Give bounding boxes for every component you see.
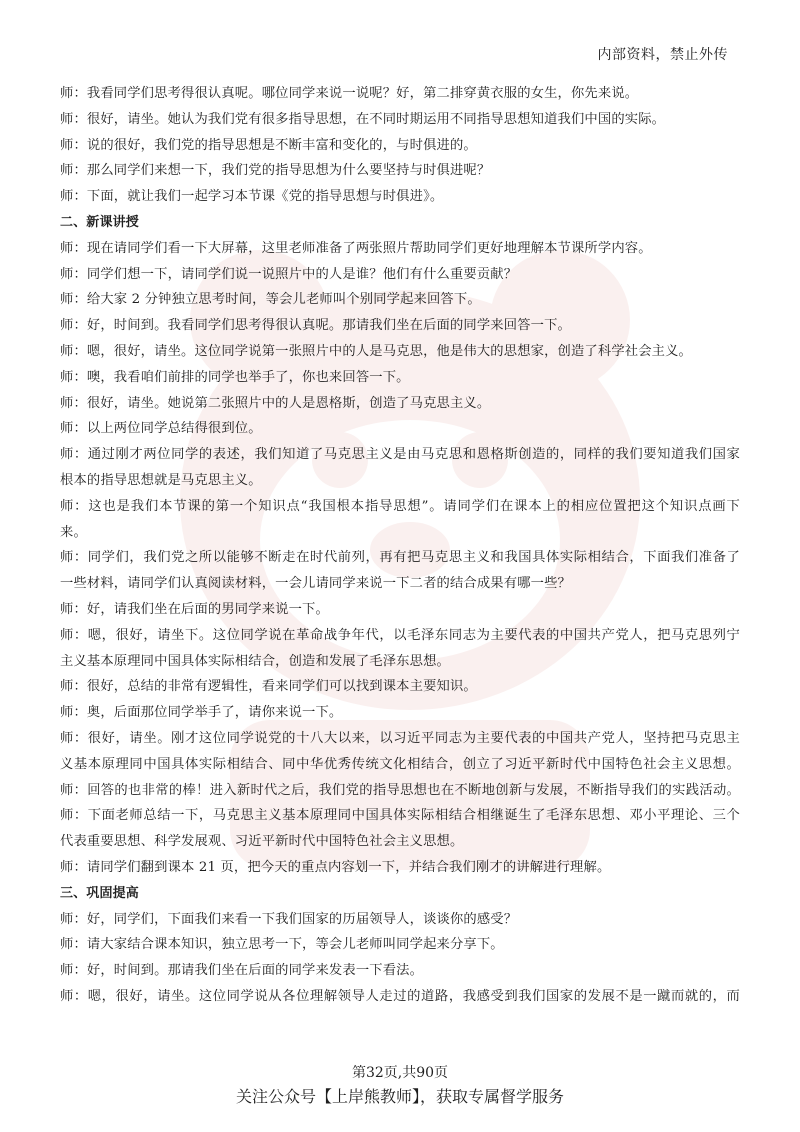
dialogue-line: 师：嗯，很好，请坐下。这位同学说在革命战争年代，以毛泽东同志为主要代表的中国共产党人，把马克思列宁 — [60, 627, 740, 643]
dialogue-line: 来。 — [60, 524, 87, 540]
dialogue-line: 师：我看同学们思考得很认真呢。哪位同学来说一说呢？好，第二排穿黄衣服的女生，你先来说。 — [60, 86, 639, 101]
dialogue-line: 师：请大家结合课本知识，独立思考一下，等会儿老师叫同学起来分享下。 — [60, 937, 504, 953]
dialogue-line: 主义基本原理同中国具体实际相结合，创造和发展了毛泽东思想。 — [60, 653, 450, 669]
dialogue-line: 师：以上两位同学总结得很到位。 — [60, 421, 262, 437]
dialogue-line: 师：下面，就让我们一起学习本节课《党的指导思想与时俱进》。 — [60, 189, 444, 205]
dialogue-line: 师：很好，请坐。她认为我们党有很多指导思想，在不同时期运用不同指导思想知道我们中国的实际。 — [60, 111, 666, 127]
dialogue-line: 师：很好，请坐。刚才这位同学说党的十八大以来，以习近平同志为主要代表的中国共产党人，坚持把马克思主 — [60, 730, 740, 746]
dialogue-line: 师：那么同学们来想一下，我们党的指导思想为什么要坚持与时俱进呢？ — [60, 163, 491, 179]
dialogue-line: 师：这也是我们本节课的第一个知识点“我国根本指导思想”。请同学们在课本上的相应位置把这个知识点画下 — [60, 498, 740, 514]
dialogue-line: 师：奥，后面那位同学举手了，请你来说一下。 — [60, 705, 343, 721]
dialogue-line: 师：回答的也非常的棒！进入新时代之后，我们党的指导思想也在不断地创新与发展，不断指导我们的实践活动。 — [60, 782, 740, 798]
section-heading: 二、新课讲授 — [60, 214, 139, 230]
dialogue-line: 师：很好，总结的非常有逻辑性，看来同学们可以找到课本主要知识。 — [60, 679, 477, 695]
dialogue-line: 师：通过刚才两位同学的表述，我们知道了马克思主义是由马克思和恩格斯创造的，同样的我们要知道我们国家 — [60, 447, 740, 463]
dialogue-line: 师：说的很好，我们党的指导思想是不断丰富和变化的，与时俱进的。 — [60, 137, 477, 153]
dialogue-line: 师：现在请同学们看一下大屏幕，这里老师准备了两张照片帮助同学们更好地理解本节课所学内容。 — [60, 240, 652, 256]
dialogue-line: 代表重要思想、科学发展观、习近平新时代中国特色社会主义思想。 — [60, 834, 464, 850]
dialogue-line: 师：给大家 2 分钟独立思考时间，等会儿老师叫个别同学起来回答下。 — [60, 292, 481, 308]
dialogue-line: 师：请同学们翻到课本 21 页，把今天的重点内容划一下，并结合我们刚才的讲解进行理解。 — [60, 859, 611, 875]
dialogue-line: 师：嗯，很好，请坐。这位同学说第一张照片中的人是马克思，他是伟大的思想家，创造了科学社会主义。 — [60, 343, 693, 359]
dialogue-line: 师：好，时间到。那请我们坐在后面的同学来发表一下看法。 — [60, 963, 424, 979]
dialogue-line: 根本的指导思想就是马克思主义。 — [60, 472, 262, 488]
page-number: 第32页,共90页 — [351, 1065, 449, 1081]
footer-note: 关注公众号【上岸熊教师】，获取专属督学服务 — [235, 1087, 564, 1106]
document-body — [60, 81, 740, 1010]
dialogue-line: 师：嗯，很好，请坐。这位同学说从各位理解领导人走过的道路，我感受到我们国家的发展不是一蹴而就的，而 — [60, 988, 740, 1004]
dialogue-line: 师：下面老师总结一下，马克思主义基本原理同中国具体实际相结合相继诞生了毛泽东思想、邓小平理论、三个 — [60, 808, 740, 824]
dialogue-line: 师：好，请我们坐在后面的男同学来说一下。 — [60, 601, 329, 617]
dialogue-line: 师：好，时间到。我看同学们思考得很认真呢。那请我们坐在后面的同学来回答一下。 — [60, 318, 571, 334]
dialogue-line: 师：好，同学们，下面我们来看一下我们国家的历届领导人，谈谈你的感受？ — [60, 911, 518, 927]
dialogue-line: 师：同学们想一下，请同学们说一说照片中的人是谁？他们有什么重要贡献？ — [60, 266, 518, 282]
dialogue-line: 义基本原理同中国具体实际相结合、同中华优秀传统文化相结合，创立了习近平新时代中国特色社会主义思想。 — [60, 756, 740, 772]
section-heading: 三、巩固提高 — [60, 885, 139, 901]
dialogue-line: 一些材料，请同学们认真阅读材料，一会儿请同学来说一下二者的结合成果有哪一些？ — [60, 576, 571, 592]
dialogue-line: 师：噢，我看咱们前排的同学也举手了，你也来回答一下。 — [60, 369, 410, 385]
dialogue-line: 师：很好，请坐。她说第二张照片中的人是恩格斯，创造了马克思主义。 — [60, 395, 491, 411]
dialogue-line: 师：同学们，我们党之所以能够不断走在时代前列，再有把马克思主义和我国具体实际相结合，下面我们准备了 — [60, 550, 740, 566]
header-note: 内部资料，禁止外传 — [597, 47, 728, 63]
